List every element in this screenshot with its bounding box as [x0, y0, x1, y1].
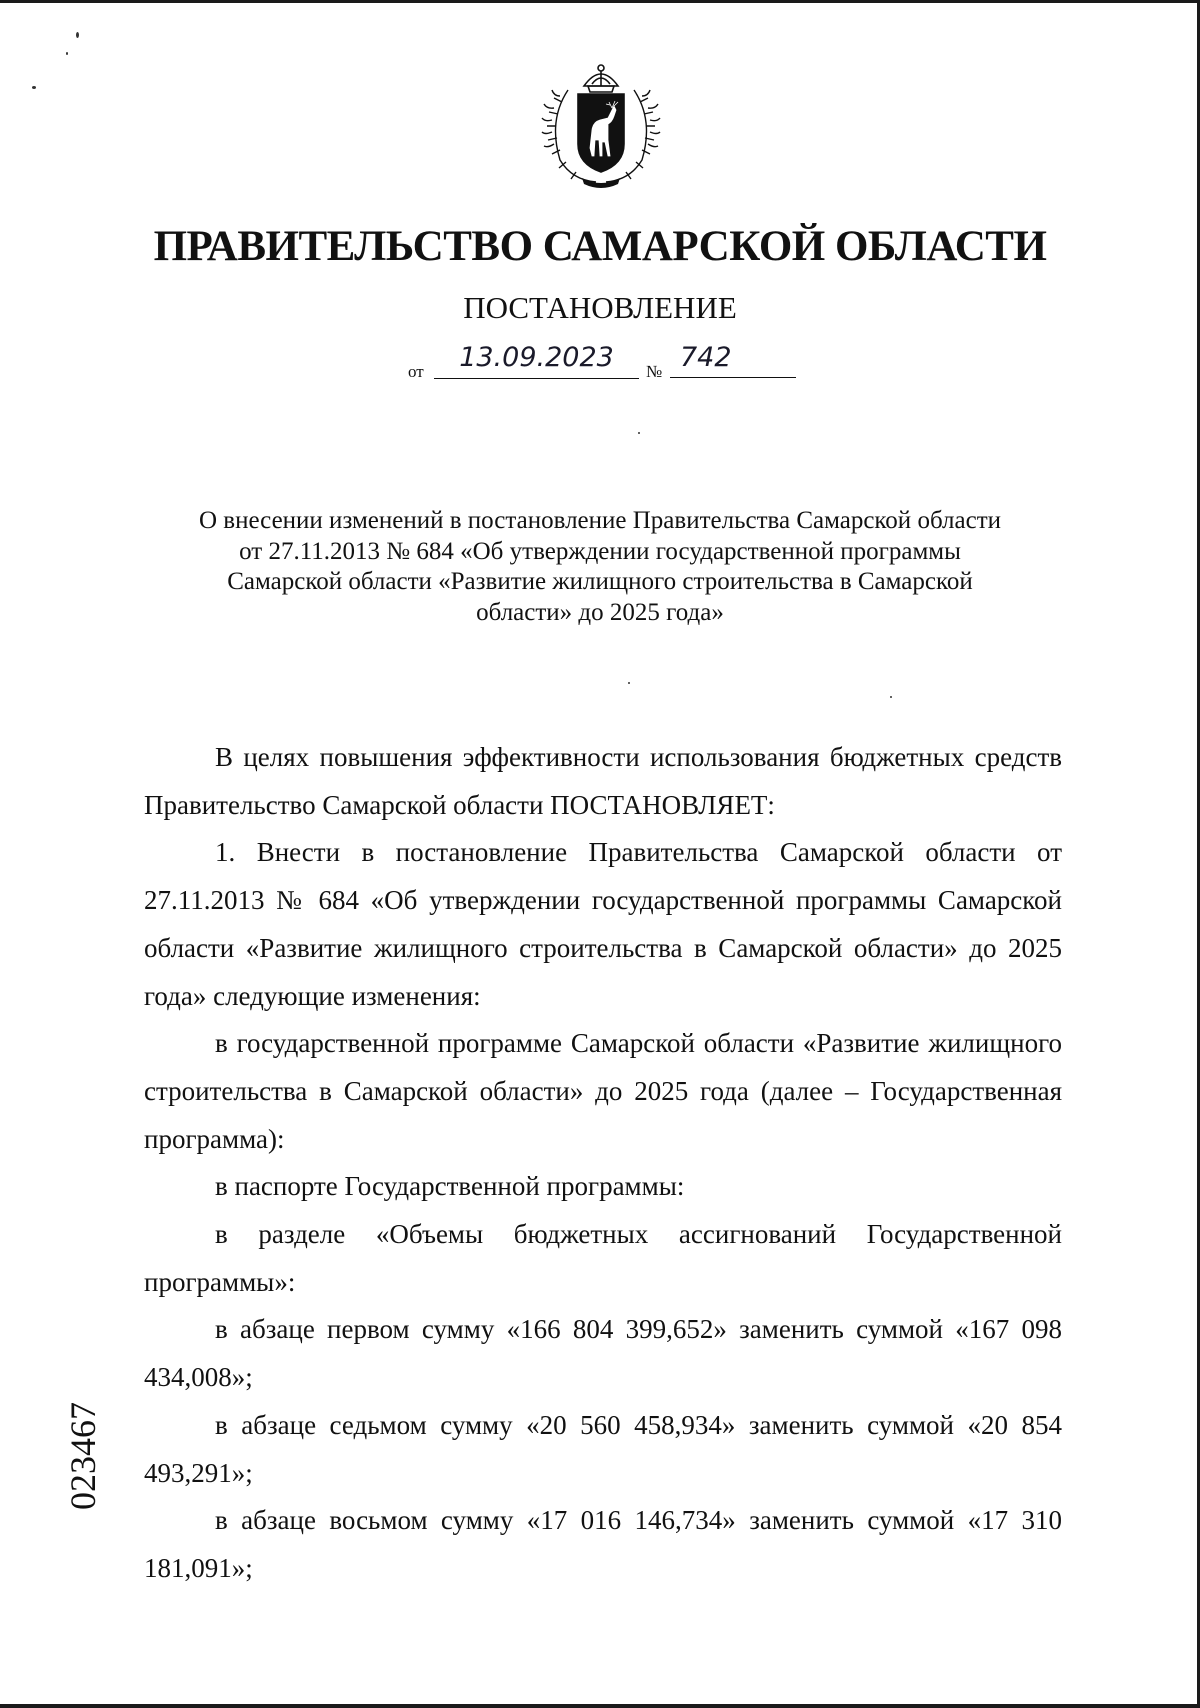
body-paragraph: в абзаце седьмом сумму «20 560 458,934» заменить суммой «20 854 493,291»; [144, 1409, 1062, 1488]
subject-line: Самарской области «Развитие жилищного строительства в Самарской [227, 568, 973, 595]
scan-border-bottom [0, 1704, 1200, 1708]
form-serial-number: 023467 [63, 1402, 103, 1510]
scan-speck [890, 696, 892, 698]
organization-title: ПРАВИТЕЛЬСТВО САМАРСКОЙ ОБЛАСТИ [153, 223, 1047, 270]
scan-speck [66, 52, 68, 55]
document-date: 13.09.2023 [434, 342, 639, 379]
number-prefix: № [646, 362, 663, 381]
body-paragraph: В целях повышения эффективности использования бюджетных средств Правительство Самарской области ПОСТАНОВЛЯЕТ: [144, 742, 1062, 820]
scan-speck [76, 32, 79, 38]
scan-speck [628, 682, 630, 684]
body-paragraph: в разделе «Объемы бюджетных ассигнований Государственной программы»: [144, 1219, 1062, 1297]
subject-line: О внесении изменений в постановление Правительства Самарской области [198, 507, 1002, 534]
date-number-line [408, 340, 798, 384]
body-paragraph: в абзаце первом сумму «166 804 399,652» заменить суммой «167 098 434,008»; [144, 1314, 1062, 1393]
body-paragraph: в паспорте Государственной программы: [215, 1171, 685, 1202]
body-paragraph: 1. Внести в постановление Правительства Самарской области от 27.11.2013 № 684 «Об утверждении государственной программы Самарской области «Развитие жилищного строительства в Самарской области» до 2025 года» следующие изменения: [144, 837, 1062, 1011]
document-number: 742 [670, 342, 796, 378]
subject-line: от 27.11.2013 № 684 «Об утверждении государственной программы [239, 537, 961, 565]
body-paragraph: в государственной программе Самарской области «Развитие жилищного строительства в Самарской области» до 2025 года (далее – Государственная программа): [144, 1028, 1062, 1154]
document-subject [130, 506, 1070, 628]
scan-border-top [0, 0, 1200, 3]
subject-line: области» до 2025 года» [476, 598, 724, 626]
scan-speck [32, 86, 36, 89]
scan-speck [638, 432, 640, 434]
document-type: ПОСТАНОВЛЕНИЕ [463, 290, 737, 325]
date-prefix: от [408, 362, 424, 381]
coat-of-arms-emblem [538, 60, 664, 190]
body-paragraph: в абзаце восьмом сумму «17 016 146,734» заменить суммой «17 310 181,091»; [144, 1505, 1062, 1583]
document-body [144, 734, 1062, 1593]
